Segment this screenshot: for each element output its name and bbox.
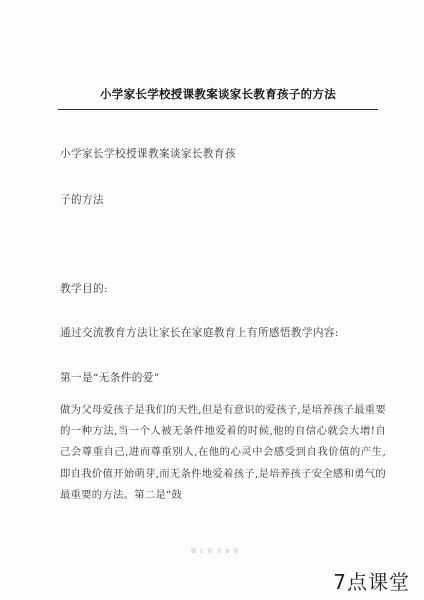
document-title: 小学家长学校授课教案谈家长教育孩子的方法 [100,87,336,101]
body-paragraph: 做为父母爱孩子是我们的天性,但是有意识的爱孩子,是培养孩子最重要的一种方法,当一个人被无条件地爱着的时候,他的自信心就会大增!自己会尊重自己,进而尊重别人,在他的心灵中会感受到自我价值的产生,即自我价值开始萌芽,而无条件地爱着孩子,是培养孩子安全感和勇气的最重要的方法。第二是“鼓 [60,404,386,501]
page-footer: 第 1 页 共 8 页 [190,549,240,555]
title-divider [58,109,378,110]
objective-label: 教学目的: [60,283,108,295]
heading-line-2: 子的方法 [60,194,104,206]
watermark-logo: 7点课堂 [333,570,410,594]
heading-line-1: 小学家长学校授课教案谈家长教育孩 [60,148,236,160]
objective-text: 通过交流教育方法让家长在家庭教育上有所感悟教学内容: [60,327,339,339]
section1-title: 第一是“无条件的爱” [60,372,160,384]
